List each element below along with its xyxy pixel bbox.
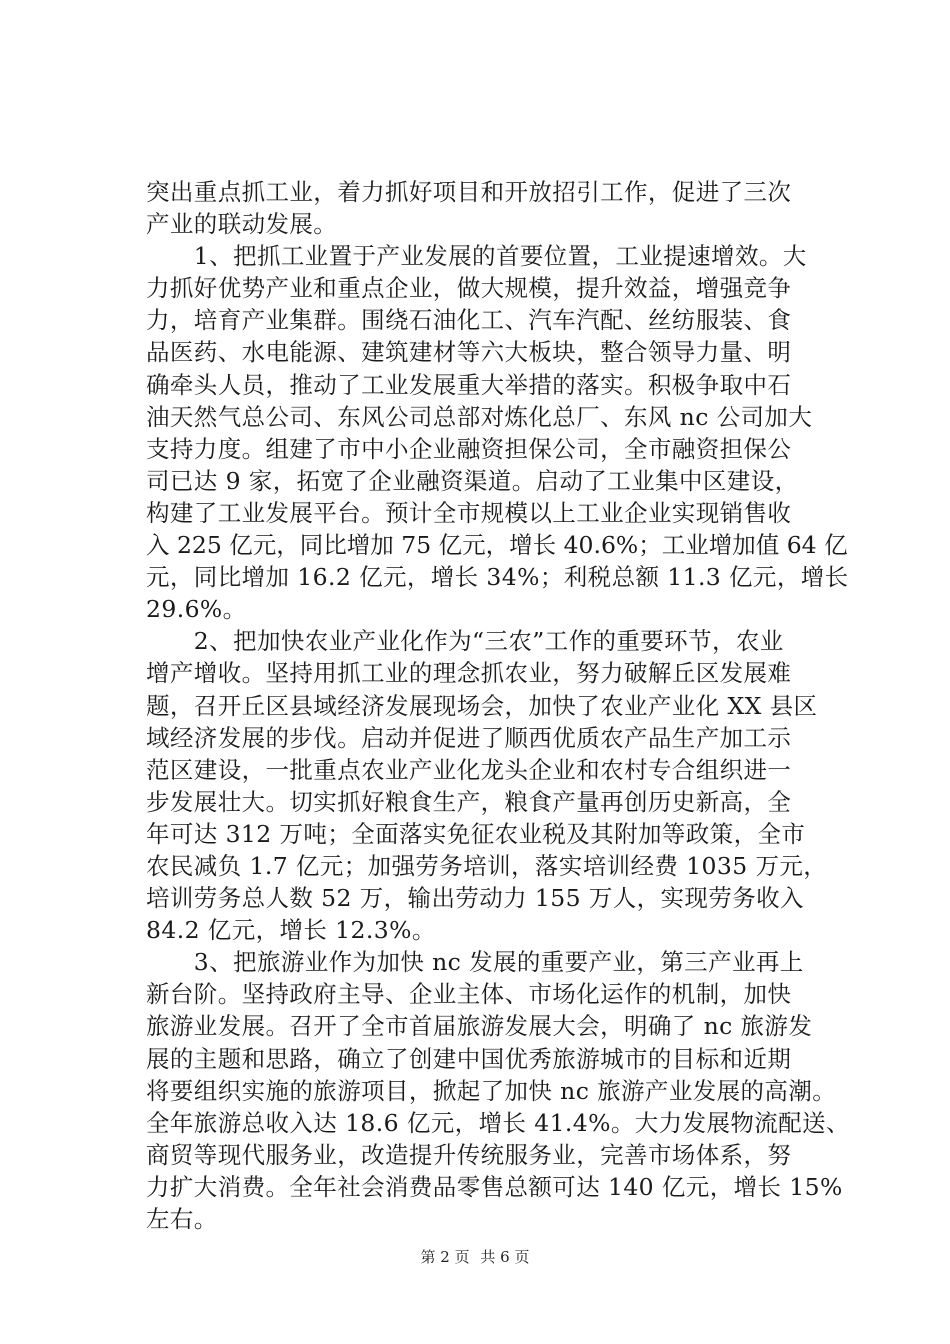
text-line: 全年旅游总收入达 18.6 亿元，增长 41.4%。大力发展物流配送、 [146,1108,850,1137]
text-line: 农民减负 1.7 亿元；加强劳务培训，落实培训经费 1035 万元， [146,851,828,880]
text-line: 域经济发展的步伐。启动并促进了顺西优质农产品生产加工示 [146,723,792,752]
text-line: 新台阶。坚持政府主导、企业主体、市场化运作的机制，加快 [146,980,792,1009]
text-line: 步发展壮大。切实抓好粮食生产，粮食产量再创历史新高，全 [146,787,792,816]
text-line: 力抓好优势产业和重点企业，做大规模，提升效益，增强竞争 [146,274,792,303]
text-line: 范区建设，一批重点农业产业化龙头企业和农村专合组织进一 [146,755,792,784]
text-line: 左右。 [146,1205,218,1233]
text-line: 突出重点抓工业，着力抓好项目和开放招引工作，促进了三次 [146,178,792,206]
text-line: 确牵头人员，推动了工业发展重大举措的落实。积极争取中石 [146,370,792,399]
text-line: 力，培育产业集群。围绕石油化工、汽车汽配、丝纺服装、食 [146,306,792,335]
text-line: 将要组织实施的旅游项目，掀起了加快 nc 旅游产业发展的高潮。 [146,1076,837,1105]
text-line: 品医药、水电能源、建筑建材等六大板块，整合领导力量、明 [146,338,792,367]
page-footer [0,1246,950,1267]
text-line: 培训劳务总人数 52 万，输出劳动力 155 万人，实现劳务收入 [146,884,804,913]
text-line: 产业的联动发展。 [146,210,338,239]
text-line: 元，同比增加 16.2 亿元，增长 34%；利税总额 11.3 亿元，增长 [146,563,849,592]
text-line: 2、把加快农业产业化作为“三农”工作的重要环节，农业 [146,627,784,656]
text-line: 3、把旅游业作为加快 nc 发展的重要产业，第三产业再上 [146,948,804,977]
text-line: 油天然气总公司、东风公司总部对炼化总厂、东风 nc 公司加大 [146,402,813,431]
document-body [146,176,854,1235]
text-line: 支持力度。组建了市中小企业融资担保公司，全市融资担保公 [146,434,792,463]
page-number: 第 2 页 [420,1248,470,1266]
text-line: 旅游业发展。召开了全市首届旅游发展大会，明确了 nc 旅游发 [146,1012,813,1041]
page-total: 共 6 页 [480,1248,530,1266]
text-line: 展的主题和思路，确立了创建中国优秀旅游城市的目标和近期 [146,1044,792,1073]
text-line: 入 225 亿元，同比增加 75 亿元，增长 40.6%；工业增加值 64 亿 [146,531,848,560]
text-line: 力扩大消费。全年社会消费品零售总额可达 140 亿元，增长 15% [146,1172,843,1201]
text-line: 增产增收。坚持用抓工业的理念抓农业，努力破解丘区发展难 [146,659,792,688]
text-line: 司已达 9 家，拓宽了企业融资渠道。启动了工业集中区建设， [146,466,799,495]
text-line: 1、把抓工业置于产业发展的首要位置，工业提速增效。大 [146,242,807,271]
text-line: 84.2 亿元，增长 12.3%。 [146,916,436,945]
text-line: 题，召开丘区县域经济发展现场会，加快了农业产业化 XX 县区 [146,691,818,720]
text-line: 29.6%。 [146,595,247,624]
text-line: 构建了工业发展平台。预计全市规模以上工业企业实现销售收 [146,498,792,527]
text-line: 年可达 312 万吨；全面落实免征农业税及其附加等政策，全市 [146,819,806,848]
text-line: 商贸等现代服务业，改造提升传统服务业，完善市场体系，努 [146,1140,792,1169]
